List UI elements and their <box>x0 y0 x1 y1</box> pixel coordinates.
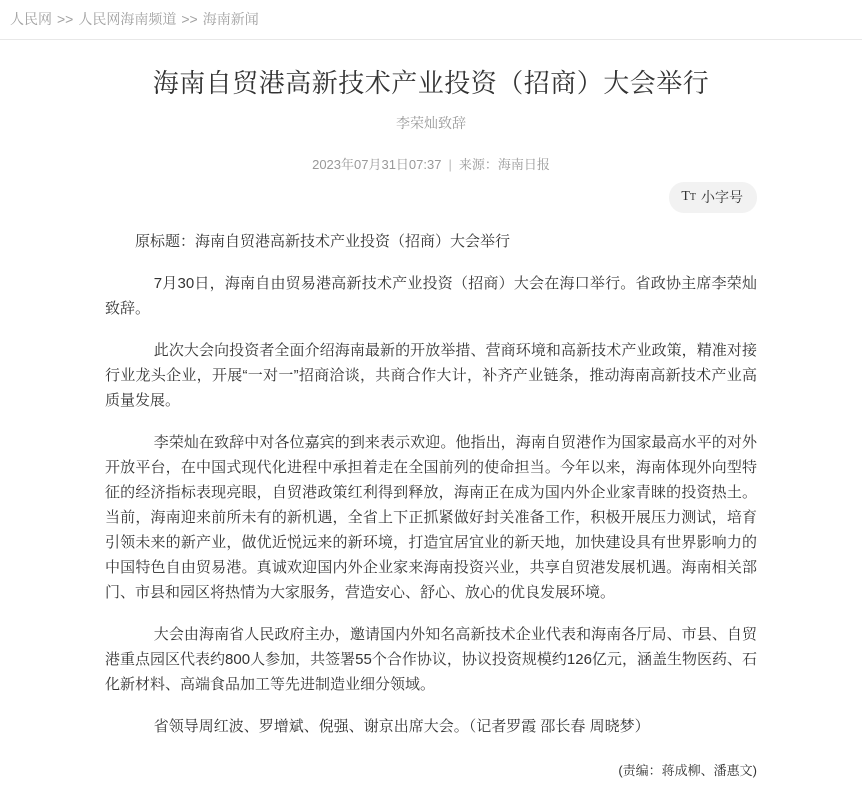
article-body <box>105 229 757 795</box>
meta-separator: | <box>448 156 452 172</box>
article-subtitle: 李荣灿致辞 <box>396 114 466 131</box>
font-size-button[interactable] <box>669 182 757 213</box>
article-paragraph: 此次大会向投资者全面介绍海南最新的开放举措、营商环境和高新技术产业政策，精准对接行业龙头企业，开展“一对一”招商洽谈，共商合作大计，补齐产业链条，推动海南高新技术产业高质量发展。 <box>105 341 757 409</box>
article-paragraph: 李荣灿在致辞中对各位嘉宾的到来表示欢迎。他指出，海南自贸港作为国家最高水平的对外开放平台，在中国式现代化进程中承担着走在全国前列的使命担当。今年以来，海南体现外向型特征的经济指标表现亮眼，自贸港政策红利得到释放，海南正在成为国内外企业家青睐的投资热土。当前，海南迎来前所未有的新机遇，全省上下正抓紧做好封关准备工作，积极开展压力测试，培育引领未来的新产业，做优近悦远来的新环境，打造宜居宜业的新天地，加快建设具有世界影响力的中国特色自由贸易港。真诚欢迎国内外企业家来海南投资兴业，共享自贸港发展机遇。海南相关部门、市县和园区将热情为大家服务，营造安心、舒心、放心的优良发展环境。 <box>105 433 757 601</box>
breadcrumb-separator: >> <box>57 11 74 27</box>
article-paragraph: 7月30日，海南自由贸易港高新技术产业投资（招商）大会在海口举行。省政协主席李荣灿致辞。 <box>105 274 757 317</box>
article-meta <box>105 154 757 173</box>
article-container <box>105 67 757 795</box>
breadcrumb-separator: >> <box>181 11 198 27</box>
original-title: 原标题：海南自贸港高新技术产业投资（招商）大会举行 <box>135 232 511 250</box>
font-size-button-label: 小字号 <box>701 188 743 205</box>
article-paragraph: 大会由海南省人民政府主办，邀请国内外知名高新技术企业代表和海南各厅局、市县、自贸港重点园区代表约800人参加，共签署55个合作协议，协议投资规模约126亿元，涵盖生物医药、石化新材料、高端食品加工等先进制造业细分领域。 <box>105 625 757 693</box>
breadcrumb-link-hainan-news[interactable]: 海南新闻 <box>202 11 259 27</box>
editor-credit: (责编：蒋成柳、潘惠文) <box>618 762 757 778</box>
article-title: 海南自贸港高新技术产业投资（招商）大会举行 <box>152 68 710 98</box>
source-label: 来源： <box>458 156 498 172</box>
breadcrumb <box>0 0 862 40</box>
text-size-icon: TT <box>681 188 696 204</box>
breadcrumb-link-hainan-channel[interactable]: 人民网海南频道 <box>78 11 177 27</box>
publish-date: 2023年07月31日07:37 <box>312 156 442 172</box>
article-paragraph: 省领导周红波、罗增斌、倪强、谢京出席大会。（记者罗霞 邵长春 周晓梦） <box>153 717 650 735</box>
source-link[interactable]: 海南日报 <box>497 156 550 172</box>
article-toolbar <box>105 182 757 213</box>
breadcrumb-link-people[interactable]: 人民网 <box>10 11 52 27</box>
